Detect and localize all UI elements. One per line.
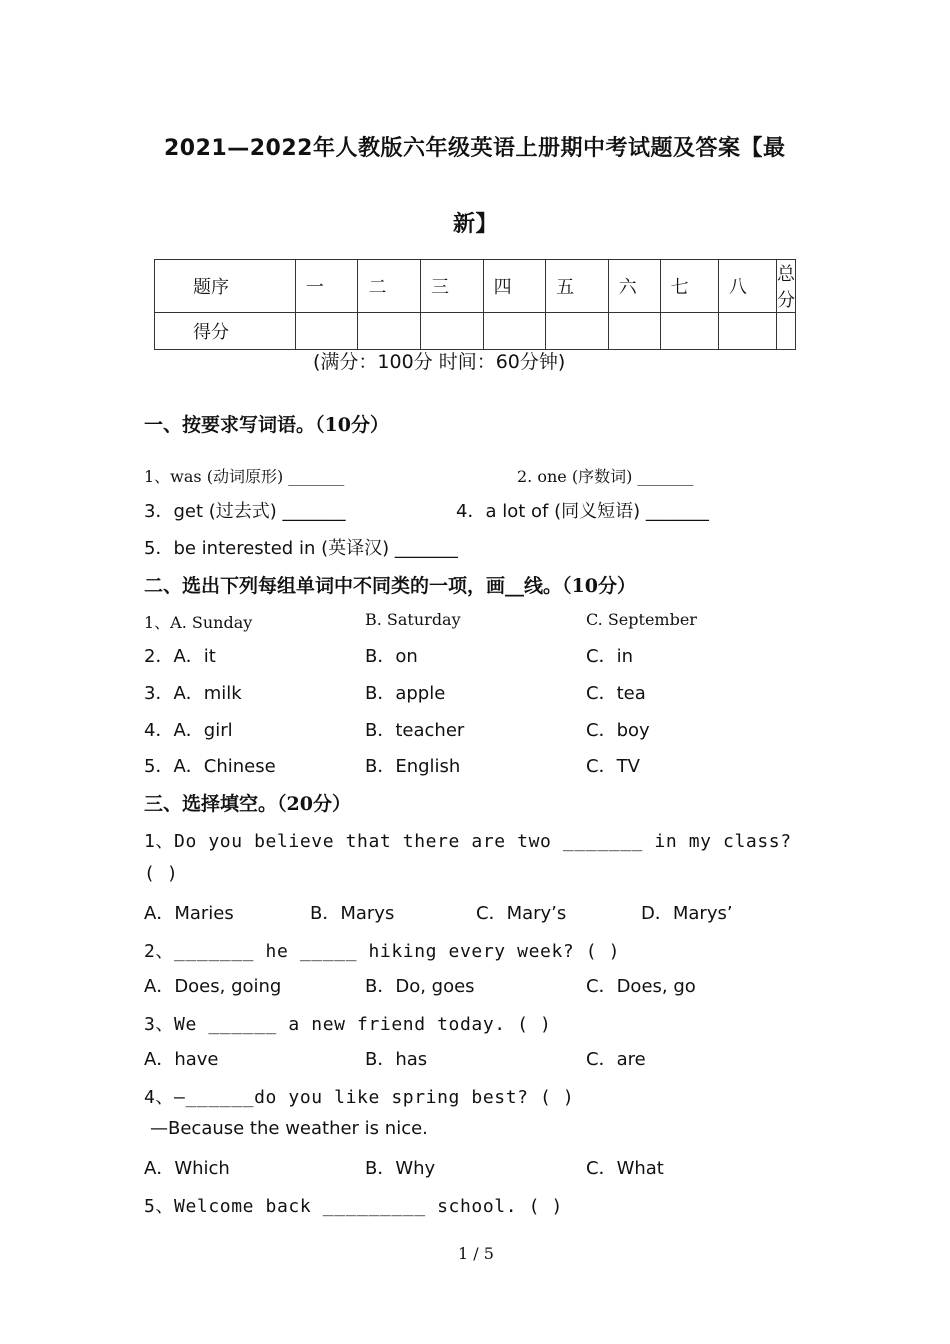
score-cell [421,313,484,350]
section3-q4: 4、—______do you like spring best? ( ) [144,1087,575,1108]
exam-info: (满分：100分 时间：60分钟) [313,351,566,373]
section1-q3: 3．get (过去式) _______ [144,501,346,522]
section2-row4-option-a: 4．A．girl [144,720,233,741]
section3-q3-option-b: B．has [365,1049,428,1070]
section2-row5-option-a: 5．A．Chinese [144,756,276,777]
section2-heading: 二、选出下列每组单词中不同类的一项，画__线。（10分） [144,575,636,597]
section2-row5-option-c: C．TV [586,756,640,777]
section3-q4-dialogue-answer: —Because the weather is nice. [150,1118,428,1139]
score-header-cell: 七 [660,260,718,313]
section3-heading: 三、选择填空。（20分） [144,793,351,815]
section3-q2-option-b: B．Do, goes [365,976,475,997]
section1-q1: 1、was (动词原形) _______ [144,467,345,486]
score-cell [483,313,546,350]
section2-row5-option-b: B．English [365,756,461,777]
section2-row1-option-c: C. September [586,610,697,629]
score-header-cell: 二 [358,260,421,313]
section3-q4-option-a: A．Which [144,1158,230,1179]
section3-q4-option-c: C．What [586,1158,664,1179]
section1-q4: 4．a lot of (同义短语) _______ [456,501,709,522]
score-cell [608,313,660,350]
section3-q2-option-a: A．Does, going [144,976,282,997]
score-header-cell: 六 [608,260,660,313]
score-header-cell: 五 [546,260,609,313]
section1-q2: 2. one (序数词) _______ [517,467,694,486]
section3-q1-option-b: B．Marys [310,903,395,924]
section2-row3-option-a: 3．A．milk [144,683,242,704]
section3-q1: 1、Do you believe that there are two _______ in my class? [144,831,792,852]
score-cell [295,313,358,350]
section2-row4-option-c: C．boy [586,720,650,741]
score-header-cell: 八 [718,260,776,313]
score-cell [546,313,609,350]
section3-q5: 5、Welcome back _________ school. ( ) [144,1196,563,1217]
section3-q1-option-c: C．Mary’s [476,903,567,924]
section2-row2-option-a: 2．A．it [144,646,216,667]
section1-heading: 一、按要求写词语。（10分） [144,414,389,436]
document-title-line1: 2021—2022年人教版六年级英语上册期中考试题及答案【最 [164,136,786,161]
section2-row3-option-b: B．apple [365,683,446,704]
score-table-header-row [155,260,796,313]
section2-row1-option-b: B. Saturday [365,610,461,629]
page-number: 1 / 5 [458,1244,494,1263]
section2-row1-option-a: 1、A. Sunday [144,613,253,632]
section2-row2-option-b: B．on [365,646,418,667]
section3-q3: 3、We ______ a new friend today. ( ) [144,1014,552,1035]
section3-q4-option-b: B．Why [365,1158,436,1179]
score-row-label: 得分 [155,313,296,350]
score-table [154,259,796,350]
section3-q3-option-c: C．are [586,1049,646,1070]
score-header-cell: 三 [421,260,484,313]
section2-row2-option-c: C．in [586,646,633,667]
section2-row4-option-b: B．teacher [365,720,465,741]
score-header-cell: 总分 [777,260,796,313]
score-cell [660,313,718,350]
section3-q2-option-c: C．Does, go [586,976,696,997]
section1-q5: 5．be interested in (英译汉) _______ [144,538,458,559]
score-cell [777,313,796,350]
section3-q1-option-d: D．Marys’ [641,903,733,924]
document-title-line2: 新】 [453,212,499,237]
score-header-cell: 四 [483,260,546,313]
section3-q1-option-a: A．Maries [144,903,234,924]
score-table-score-row [155,313,796,350]
score-header-cell: 题序 [155,260,296,313]
score-header-cell: 一 [295,260,358,313]
score-cell [358,313,421,350]
section2-row3-option-c: C．tea [586,683,646,704]
section3-q1-answer-paren: ( ) [144,863,179,884]
section3-q3-option-a: A．have [144,1049,219,1070]
score-cell [718,313,776,350]
section3-q2: 2、_______ he _____ hiking every week? ( ) [144,941,621,962]
